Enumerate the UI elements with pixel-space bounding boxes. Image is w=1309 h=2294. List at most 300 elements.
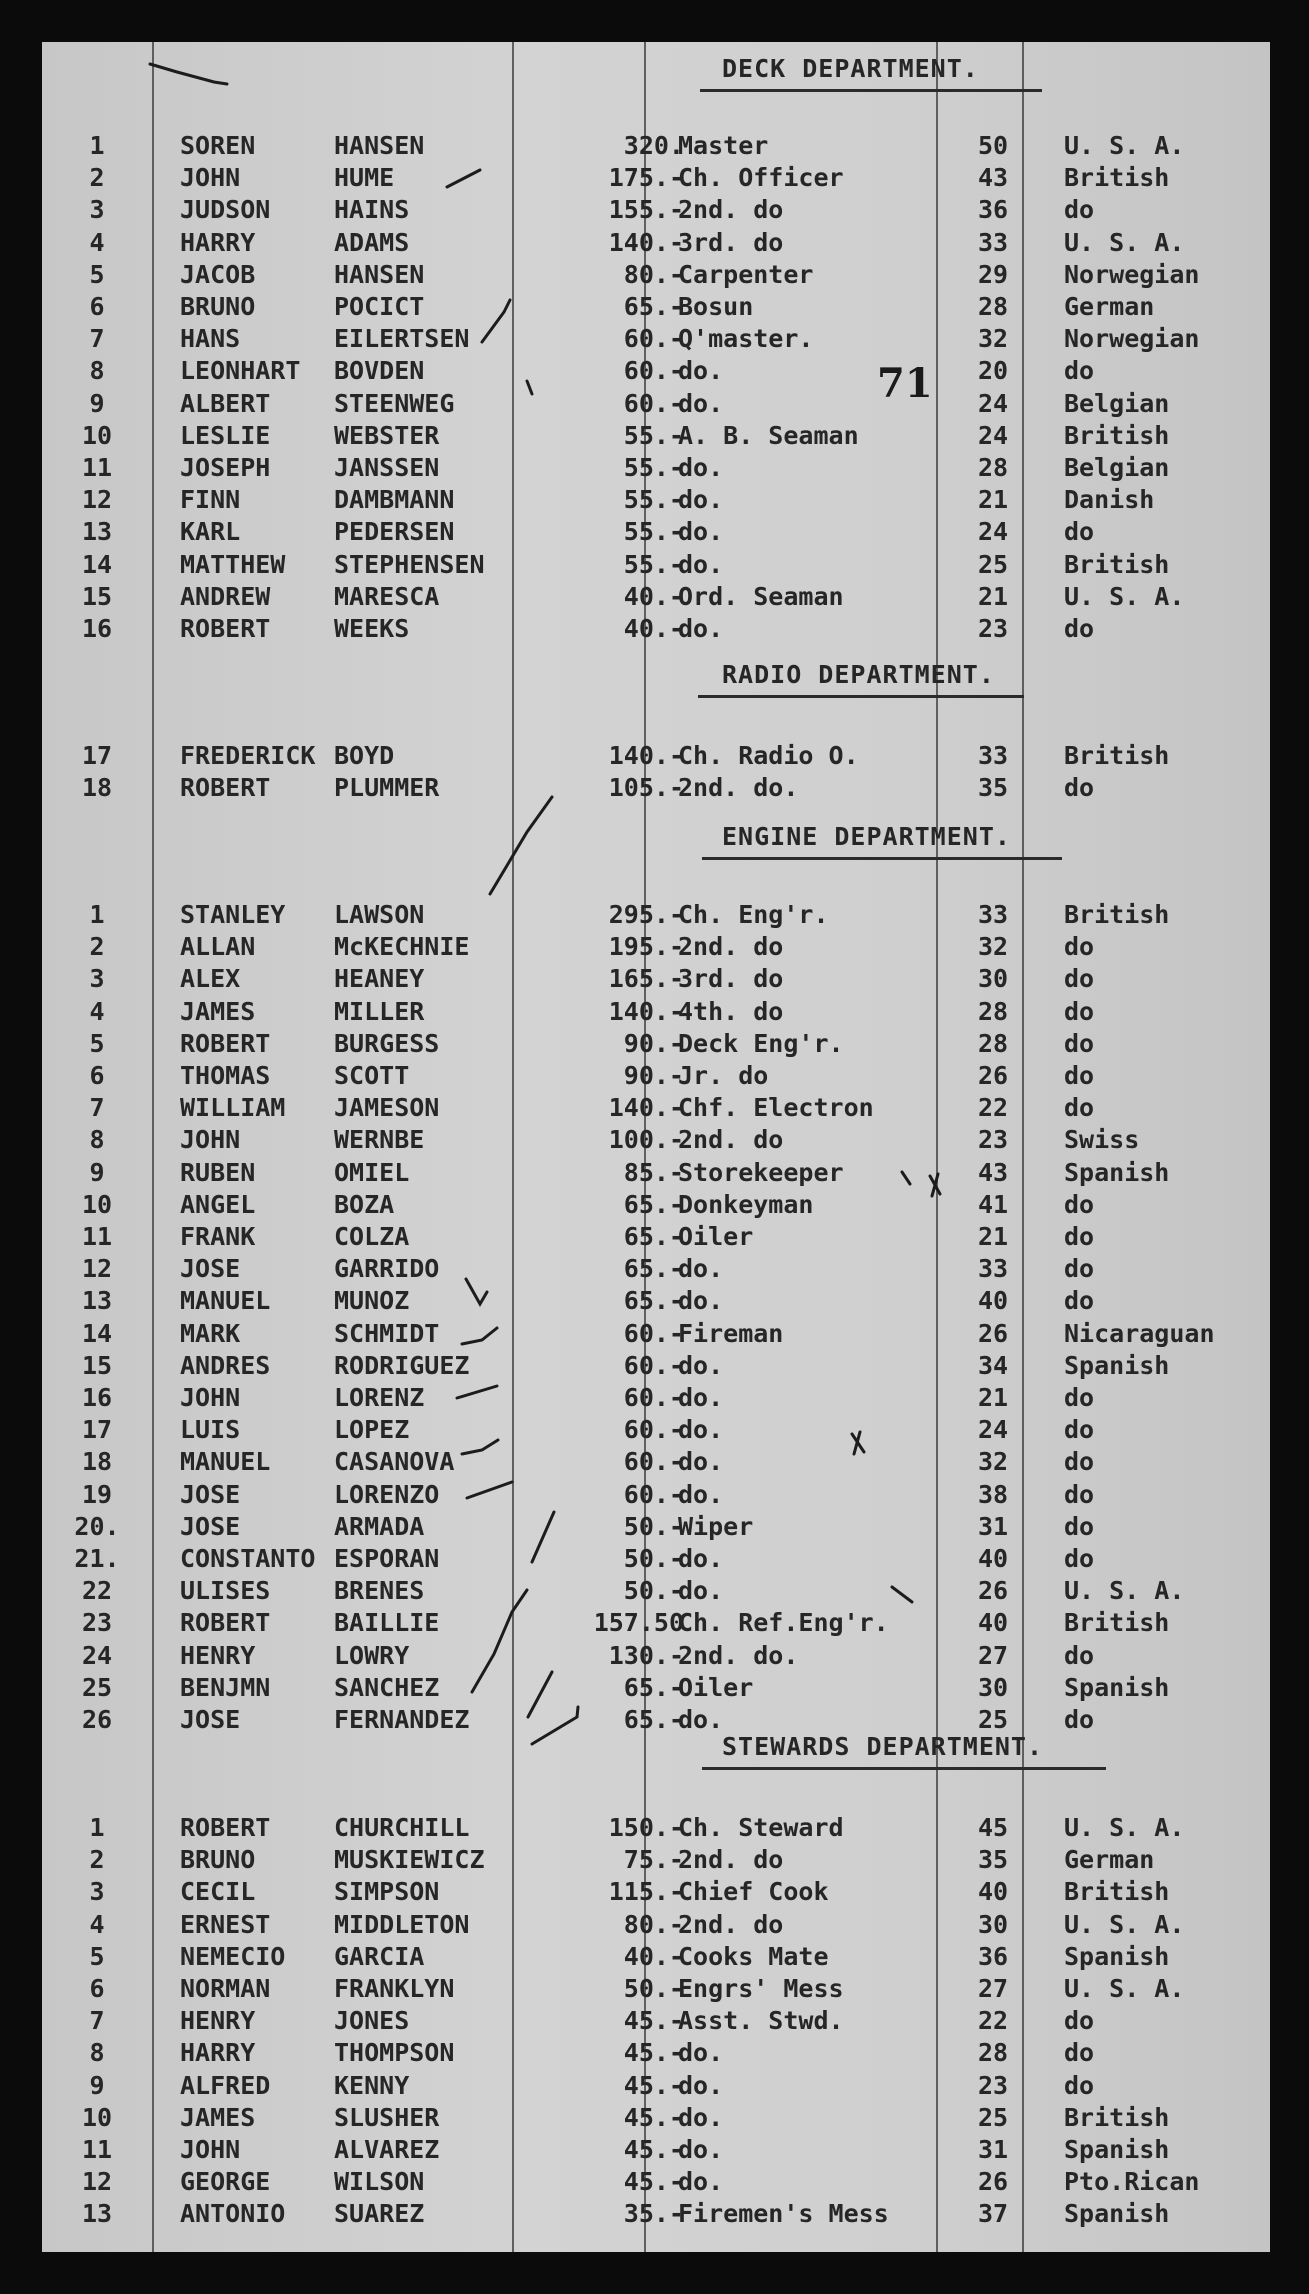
crew-first-name: HENRY [180,1640,256,1670]
crew-number: 3 [89,195,105,225]
crew-wage: 60.- [623,356,684,386]
crew-nationality: Spanish [1064,2199,1170,2229]
crew-wage: 320. [623,131,684,160]
crew-wage: 50.- [623,1974,684,2003]
crew-last-name: LORENZ [334,1383,425,1412]
crew-age: 27 [977,1974,1009,2003]
crew-row [42,1876,1270,1908]
crew-number: 26 [81,1705,113,1734]
crew-rank: do. [678,1447,724,1477]
crew-age: 32 [977,1447,1009,1477]
crew-nationality: Spanish [1064,2135,1170,2164]
crew-wage: 100.- [608,1125,684,1155]
crew-row [42,963,1270,995]
crew-row [42,613,1270,645]
crew-age: 28 [977,1028,1009,1058]
crew-wage: 60.- [623,1318,684,1348]
crew-last-name: BOZA [334,1189,395,1219]
crew-row [42,1640,1270,1672]
crew-first-name: JOSEPH [180,453,271,482]
crew-last-name: JAMESON [334,1093,440,1123]
crew-rank: Donkeyman [678,1189,814,1219]
crew-last-name: RODRIGUEZ [334,1350,470,1380]
crew-rank: 2nd. do [678,195,784,225]
crew-row [42,1575,1270,1607]
crew-last-name: HEANEY [334,964,425,994]
crew-nationality: Norwegian [1064,259,1200,289]
crew-last-name: PEDERSEN [334,517,455,547]
crew-row [42,1543,1270,1575]
crew-row [42,162,1270,194]
crew-number: 23 [81,1608,113,1638]
crew-nationality: do [1064,1061,1095,1090]
crew-list-page [42,42,1270,2252]
department-heading: ENGINE DEPARTMENT. [722,822,1011,851]
crew-first-name: LESLIE [180,420,271,450]
crew-row [42,323,1270,355]
crew-row [42,772,1270,804]
crew-age: 28 [977,453,1009,482]
crew-number: 11 [81,2135,113,2164]
crew-wage: 45.- [623,2038,684,2068]
crew-first-name: BENJMN [180,1672,271,1702]
crew-nationality: do [1064,1254,1095,1284]
crew-rank: Bosun [678,292,754,321]
crew-wage: 80.- [623,1909,684,1939]
crew-rank: Ch. Eng'r. [678,900,829,929]
crew-row [42,1844,1270,1876]
crew-last-name: MIDDLETON [334,1909,470,1939]
crew-number: 22 [81,1576,113,1606]
crew-age: 32 [977,932,1009,962]
crew-wage: 65.- [623,1705,684,1734]
crew-number: 12 [81,1254,113,1284]
crew-wage: 60.- [623,388,684,418]
crew-age: 28 [977,996,1009,1026]
crew-first-name: JOSE [180,1705,241,1734]
crew-number: 15 [81,1350,113,1380]
crew-age: 21 [977,485,1009,515]
crew-last-name: ALVAREZ [334,2135,440,2164]
crew-age: 33 [977,1254,1009,1284]
crew-row [42,1157,1270,1189]
crew-row [42,1221,1270,1253]
crew-age: 32 [977,324,1009,354]
crew-row [42,1414,1270,1446]
crew-last-name: KENNY [334,2070,410,2100]
crew-rank: 2nd. do [678,1845,784,1875]
crew-number: 6 [89,1974,105,2003]
crew-nationality: Spanish [1064,1941,1170,1971]
crew-row [42,2005,1270,2037]
crew-row [42,2037,1270,2069]
crew-rank: do. [678,1479,724,1509]
crew-first-name: JAMES [180,996,256,1026]
crew-age: 33 [977,900,1009,929]
crew-first-name: JUDSON [180,195,271,225]
crew-age: 29 [977,259,1009,289]
crew-age: 24 [977,517,1009,547]
crew-rank: Ord. Seaman [678,581,844,611]
crew-nationality: do [1064,2070,1095,2100]
crew-last-name: SUAREZ [334,2199,425,2229]
crew-first-name: ROBERT [180,1608,271,1638]
crew-last-name: LORENZO [334,1479,440,1509]
crew-wage: 65.- [623,1254,684,1284]
crew-nationality: do [1064,195,1095,225]
crew-nationality: do [1064,964,1095,994]
crew-age: 45 [977,1813,1009,1842]
crew-row [42,740,1270,772]
crew-nationality: do [1064,2038,1095,2068]
crew-rank: 2nd. do [678,932,784,962]
crew-age: 21 [977,581,1009,611]
crew-wage: 55.- [623,517,684,547]
crew-last-name: EILERTSEN [334,324,470,354]
crew-first-name: ANTONIO [180,2199,286,2229]
crew-age: 31 [977,2135,1009,2164]
crew-last-name: LAWSON [334,900,425,929]
crew-row [42,899,1270,931]
crew-rank: do. [678,356,724,386]
crew-rank: 2nd. do [678,1909,784,1939]
crew-last-name: MUNOZ [334,1286,410,1316]
crew-nationality: Nicaraguan [1064,1318,1215,1348]
crew-last-name: BOVDEN [334,356,425,386]
crew-row [42,194,1270,226]
crew-row [42,1672,1270,1704]
crew-age: 43 [977,163,1009,193]
crew-rank: do. [678,1415,724,1445]
crew-last-name: POCICT [334,292,425,321]
crew-first-name: BRUNO [180,292,256,321]
crew-rank: Oiler [678,1672,754,1702]
crew-first-name: ALEX [180,964,241,994]
crew-row [42,996,1270,1028]
crew-age: 50 [977,131,1009,160]
crew-first-name: FINN [180,485,241,515]
crew-rank: do. [678,2135,724,2164]
crew-rank: Asst. Stwd. [678,2006,844,2036]
crew-nationality: British [1064,163,1170,193]
crew-row [42,388,1270,420]
crew-age: 26 [977,1576,1009,1606]
crew-nationality: Belgian [1064,388,1170,418]
crew-row [42,130,1270,162]
crew-age: 28 [977,292,1009,321]
department-heading: STEWARDS DEPARTMENT. [722,1732,1044,1761]
crew-first-name: JOSE [180,1254,241,1284]
crew-last-name: JANSSEN [334,453,440,482]
crew-first-name: HARRY [180,227,256,257]
crew-row [42,355,1270,387]
crew-number: 12 [81,2167,113,2197]
crew-age: 35 [977,773,1009,803]
crew-row [42,2102,1270,2134]
crew-last-name: WILSON [334,2167,425,2197]
crew-nationality: British [1064,900,1170,929]
crew-rank: Engrs' Mess [678,1974,844,2003]
crew-wage: 40.- [623,581,684,611]
department-heading-underline [702,1767,1106,1770]
crew-wage: 45.- [623,2167,684,2197]
crew-wage: 50.- [623,1544,684,1573]
crew-rank: Deck Eng'r. [678,1028,844,1058]
crew-age: 30 [977,1909,1009,1939]
crew-wage: 175.- [608,163,684,193]
crew-last-name: HANSEN [334,259,425,289]
crew-number: 6 [89,1061,105,1090]
crew-row [42,484,1270,516]
crew-rank: do. [678,1350,724,1380]
crew-nationality: do [1064,1415,1095,1445]
crew-first-name: CONSTANTO [180,1544,316,1573]
crew-rank: Chief Cook [678,1877,829,1907]
crew-first-name: ANDRES [180,1350,271,1380]
crew-first-name: ERNEST [180,1909,271,1939]
crew-nationality: U. S. A. [1064,1576,1185,1606]
crew-nationality: do [1064,2006,1095,2036]
crew-wage: 35.- [623,2199,684,2229]
crew-nationality: British [1064,1608,1170,1638]
crew-nationality: British [1064,420,1170,450]
crew-first-name: JOHN [180,163,241,193]
crew-number: 4 [89,227,105,257]
crew-wage: 50.- [623,1511,684,1541]
crew-last-name: JONES [334,2006,410,2036]
crew-first-name: NORMAN [180,1974,271,2003]
crew-number: 4 [89,996,105,1026]
crew-last-name: WEBSTER [334,420,440,450]
crew-number: 11 [81,1222,113,1251]
crew-age: 23 [977,614,1009,643]
crew-first-name: ALLAN [180,932,256,962]
crew-nationality: do [1064,1093,1095,1123]
crew-number: 18 [81,773,113,803]
crew-row [42,1253,1270,1285]
crew-first-name: ALBERT [180,388,271,418]
crew-last-name: THOMPSON [334,2038,455,2068]
crew-number: 10 [81,1189,113,1219]
crew-age: 21 [977,1383,1009,1412]
crew-rank: Firemen's Mess [678,2199,889,2229]
crew-rank: 2nd. do. [678,773,799,803]
crew-wage: 195.- [608,932,684,962]
crew-nationality: Swiss [1064,1125,1140,1155]
crew-number: 6 [89,292,105,321]
crew-wage: 140.- [608,227,684,257]
crew-first-name: ROBERT [180,614,271,643]
crew-wage: 45.- [623,2070,684,2100]
crew-number: 21. [74,1544,120,1573]
department-heading: DECK DEPARTMENT. [722,54,979,83]
crew-row [42,1028,1270,1060]
crew-wage: 40.- [623,614,684,643]
crew-wage: 140.- [608,741,684,770]
crew-wage: 105.- [608,773,684,803]
crew-age: 43 [977,1157,1009,1187]
crew-nationality: Spanish [1064,1350,1170,1380]
crew-first-name: JOHN [180,2135,241,2164]
crew-wage: 45.- [623,2135,684,2164]
crew-rank: do. [678,1576,724,1606]
crew-age: 40 [977,1544,1009,1573]
crew-first-name: ALFRED [180,2070,271,2100]
crew-age: 28 [977,2038,1009,2068]
crew-last-name: ADAMS [334,227,410,257]
crew-nationality: do [1064,1222,1095,1251]
crew-row [42,1060,1270,1092]
crew-rank: Cooks Mate [678,1941,829,1971]
crew-nationality: German [1064,292,1155,321]
crew-first-name: JACOB [180,259,256,289]
crew-row [42,1092,1270,1124]
crew-rank: Ch. Officer [678,163,844,193]
crew-rank: A. B. Seaman [678,420,859,450]
crew-nationality: Norwegian [1064,324,1200,354]
crew-rank: do. [678,1705,724,1734]
crew-nationality: do [1064,996,1095,1026]
crew-age: 22 [977,1093,1009,1123]
crew-last-name: HUME [334,163,395,193]
crew-wage: 75.- [623,1845,684,1875]
crew-row [42,1909,1270,1941]
crew-number: 13 [81,1286,113,1316]
crew-nationality: British [1064,2102,1170,2132]
crew-nationality: German [1064,1845,1155,1875]
crew-last-name: OMIEL [334,1157,410,1187]
crew-last-name: ARMADA [334,1511,425,1541]
crew-last-name: WERNBE [334,1125,425,1155]
crew-number: 17 [81,1415,113,1445]
crew-row [42,1973,1270,2005]
crew-rank: Master [678,131,769,160]
crew-row [42,516,1270,548]
crew-wage: 60.- [623,1350,684,1380]
crew-wage: 60.- [623,324,684,354]
crew-nationality: do [1064,1286,1095,1316]
crew-rank: Ch. Ref.Eng'r. [678,1608,889,1638]
crew-nationality: British [1064,1877,1170,1907]
crew-number: 16 [81,1383,113,1412]
crew-first-name: HANS [180,324,241,354]
crew-first-name: ROBERT [180,773,271,803]
crew-first-name: JOHN [180,1383,241,1412]
crew-first-name: SOREN [180,131,256,160]
crew-row [42,549,1270,581]
crew-number: 15 [81,581,113,611]
crew-row [42,1941,1270,1973]
crew-number: 14 [81,549,113,579]
crew-last-name: ESPORAN [334,1544,440,1573]
crew-last-name: SCHMIDT [334,1318,440,1348]
crew-first-name: RUBEN [180,1157,256,1187]
crew-wage: 115.- [608,1877,684,1907]
crew-row [42,581,1270,613]
crew-wage: 50.- [623,1576,684,1606]
crew-age: 24 [977,1415,1009,1445]
crew-nationality: Danish [1064,485,1155,515]
crew-number: 14 [81,1318,113,1348]
crew-row [42,227,1270,259]
crew-age: 40 [977,1877,1009,1907]
crew-first-name: JAMES [180,2102,256,2132]
crew-rank: do. [678,2070,724,2100]
crew-wage: 140.- [608,1093,684,1123]
crew-rank: do. [678,388,724,418]
crew-rank: do. [678,2102,724,2132]
crew-nationality: do [1064,356,1095,386]
crew-nationality: do [1064,614,1095,643]
crew-wage: 85.- [623,1157,684,1187]
crew-wage: 65.- [623,1189,684,1219]
crew-last-name: BURGESS [334,1028,440,1058]
crew-last-name: FRANKLYN [334,1974,455,2003]
crew-number: 3 [89,1877,105,1907]
crew-last-name: CHURCHILL [334,1813,470,1842]
crew-age: 38 [977,1479,1009,1509]
crew-nationality: do [1064,1640,1095,1670]
crew-nationality: do [1064,1544,1095,1573]
crew-number: 4 [89,1909,105,1939]
crew-age: 37 [977,2199,1009,2229]
crew-nationality: do [1064,1028,1095,1058]
crew-last-name: MUSKIEWICZ [334,1845,485,1875]
crew-nationality: U. S. A. [1064,581,1185,611]
crew-number: 1 [89,900,105,929]
crew-rank: Fireman [678,1318,784,1348]
crew-nationality: do [1064,1479,1095,1509]
crew-row [42,2198,1270,2230]
crew-last-name: SCOTT [334,1061,410,1090]
crew-row [42,2166,1270,2198]
crew-number: 10 [81,420,113,450]
crew-age: 33 [977,741,1009,770]
crew-nationality: U. S. A. [1064,1909,1185,1939]
crew-row [42,1318,1270,1350]
crew-age: 21 [977,1222,1009,1251]
crew-wage: 80.- [623,259,684,289]
crew-first-name: CECIL [180,1877,256,1907]
crew-last-name: MILLER [334,996,425,1026]
crew-last-name: COLZA [334,1222,410,1251]
crew-last-name: STEPHENSEN [334,549,485,579]
crew-wage: 45.- [623,2006,684,2036]
crew-last-name: BAILLIE [334,1608,440,1638]
crew-wage: 60.- [623,1415,684,1445]
crew-first-name: THOMAS [180,1061,271,1090]
crew-first-name: FRANK [180,1222,256,1251]
crew-wage: 40.- [623,1941,684,1971]
crew-nationality: do [1064,773,1095,803]
crew-age: 26 [977,2167,1009,2197]
crew-nationality: do [1064,1189,1095,1219]
crew-row [42,259,1270,291]
crew-number: 10 [81,2102,113,2132]
crew-nationality: do [1064,1447,1095,1477]
crew-wage: 90.- [623,1028,684,1058]
crew-rank: Chf. Electron [678,1093,874,1123]
handwritten-page-number: 71 [877,360,933,407]
crew-rank: Wiper [678,1511,754,1541]
crew-row [42,1189,1270,1221]
crew-first-name: ROBERT [180,1813,271,1842]
crew-rank: do. [678,549,724,579]
crew-last-name: McKECHNIE [334,932,470,962]
crew-first-name: STANLEY [180,900,286,929]
crew-nationality: do [1064,932,1095,962]
crew-last-name: MARESCA [334,581,440,611]
